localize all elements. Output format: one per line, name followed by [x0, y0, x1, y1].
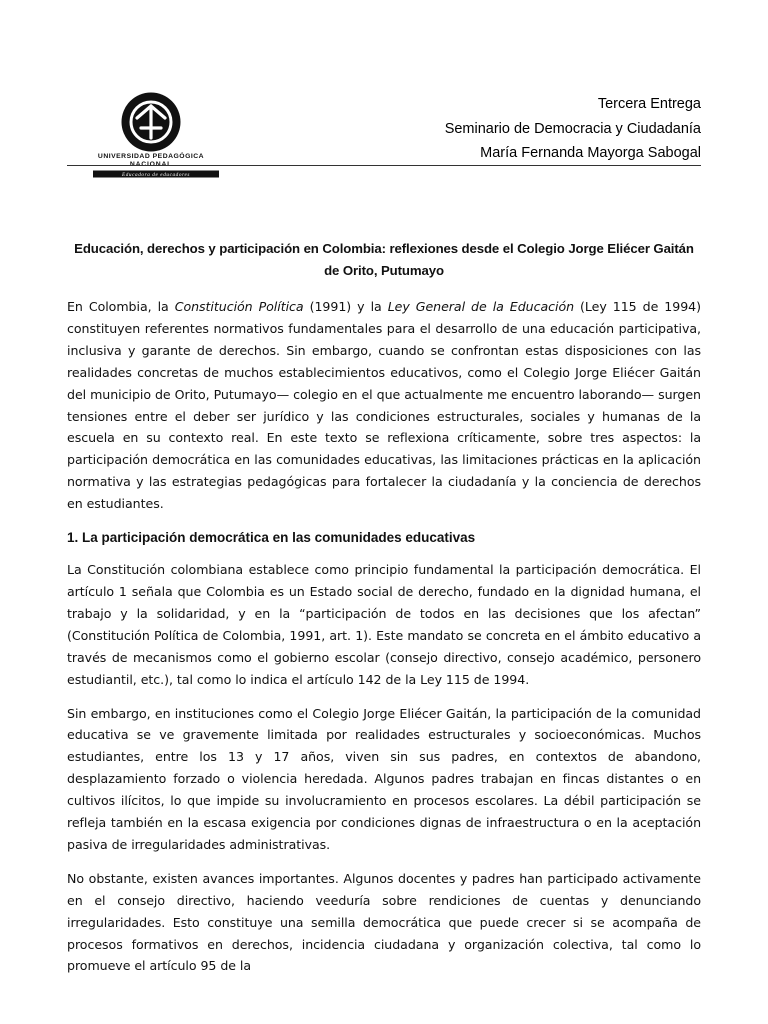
logo-org-name-1: UNIVERSIDAD PEDAGÓGICA [97, 153, 205, 160]
delivery-label: Tercera Entrega [597, 96, 701, 112]
law-title: Ley General de la Educación [387, 299, 575, 314]
author-name: María Fernanda Mayorga Sabogal [480, 145, 701, 161]
logo-org-name-2: NACIONAL [129, 161, 173, 168]
logo-tagline: Educadora de educadores [121, 172, 191, 178]
constitution-title: Constitución Política [174, 299, 304, 314]
section-1-heading: 1. La participación democrática en las comunidades educativas [67, 530, 476, 546]
intro-paragraph: En Colombia, la Constitución Política (1991) y la Ley General de la Educación (Ley 115 de 1994) constituyen referentes normativos fundamentales para el desarrollo de una educación participativa, inclusiva y garante de derechos. Sin embargo, cuando se confrontan estas disposiciones con las realidades concretas de muchos establecimientos educativos, como el Colegio Jorge Eliécer Gaitán del municipio de Orito, Putumayo— colegio en el que actualmente me encuentro laborando— surgen tensiones entre el deber ser jurídico y las condiciones estructurales, sociales y humanas de la escuela en su contexto real. En este texto se reflexiona críticamente, sobre tres aspectos: la participación democrática en las comunidades educativas, las limitaciones prácticas en la aplicación normativa y las estrategias pedagógicas para fortalecer la ciudadanía y la conciencia de derechos en estudiantes. [67, 299, 701, 512]
header-rule [67, 165, 701, 166]
document-title: Educación, derechos y participación en Colombia: reflexiones desde el Colegio Jorge Eliécer Gaitán de Orito, Putumayo [74, 241, 694, 278]
course-name: Seminario de Democracia y Ciudadanía [444, 120, 701, 137]
section-1-paragraph-2: Sin embargo, en instituciones como el Colegio Jorge Eliécer Gaitán, la participación de la comunidad educativa se ve gravemente limitada por realidades estructurales y socioeconómicas. Muchos estudiantes, entre los 13 y 17 años, viven sin sus padres, en contextos de abandono, desplazamiento forzado o violencia heredada. Algunos padres trabajan en fincas distantes o en cultivos ilícitos, lo que impide su involucramiento en procesos escolares. La débil participación se refleja también en la escasa exigencia por condiciones dignas de infraestructura o en la aceptación pasiva de irregularidades administrativas. [67, 705, 701, 852]
document-body [67, 238, 701, 989]
section-1-paragraph-3: No obstante, existen avances importantes. Algunos docentes y padres han participado activamente en el consejo directivo, haciendo veeduría sobre rendiciones de cuentas y denunciando irregularidades. Esto constituye una semilla democrática que puede crecer si se acompaña de procesos formativos en derechos, incidencia ciudadana y organización colectiva, tal como lo promueve el artículo 95 de la [67, 870, 701, 974]
header-meta [445, 92, 701, 166]
page-header [67, 88, 701, 178]
section-1-paragraph-1: La Constitución colombiana establece como principio fundamental la participación democrática. El artículo 1 señala que Colombia es un Estado social de derecho, fundado en la dignidad humana, el trabajo y la solidaridad, y en la “participación de todos en las decisiones que los afectan” (Constitución Política de Colombia, 1991, art. 1). Este mandato se concreta en el ámbito educativo a través de mecanismos como el gobierno escolar (consejo directivo, consejo académico, personero estudiantil, etc.), tal como lo indica el artículo 142 de la Ley 115 de 1994. [67, 562, 701, 687]
